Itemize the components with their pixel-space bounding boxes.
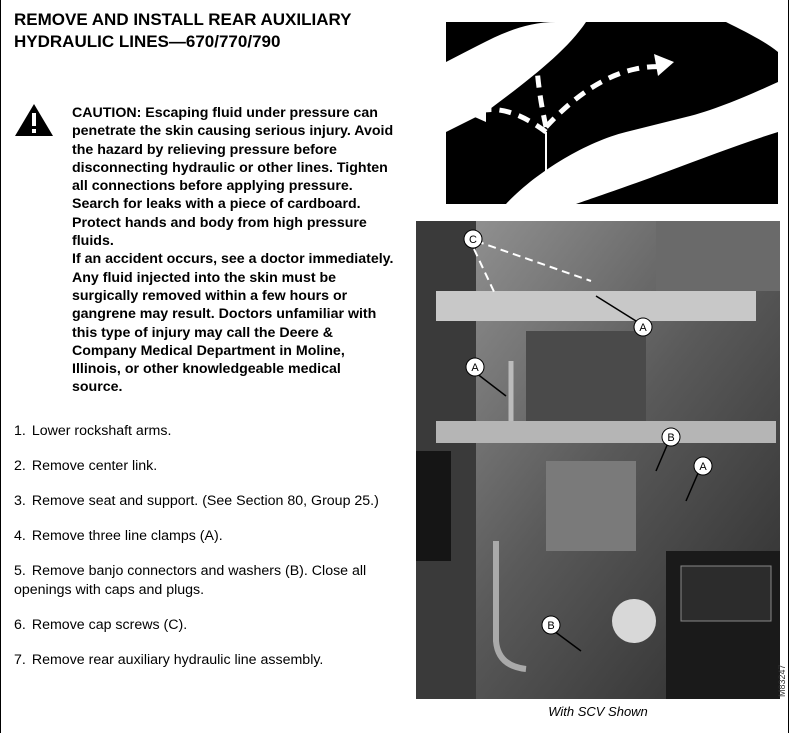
callout-a: A	[699, 461, 707, 473]
figure-code: X9811	[757, 143, 768, 172]
procedure-steps	[14, 422, 394, 686]
photo-code: M83247	[777, 664, 787, 697]
callout-c: C	[469, 234, 477, 246]
step-item: 1. Lower rockshaft arms.	[14, 423, 172, 439]
step-item: 5. Remove banjo connectors and washers (B). Close all openings with caps and plugs.	[14, 563, 367, 598]
step-item: 6. Remove cap screws (C).	[14, 617, 188, 633]
callout-a: A	[471, 362, 479, 374]
step-item: 4. Remove three line clamps (A).	[14, 528, 223, 544]
step-item: 2. Remove center link.	[14, 458, 158, 474]
warning-triangle-icon	[14, 103, 54, 137]
step-item: 7. Remove rear auxiliary hydraulic line assembly.	[14, 652, 324, 668]
photo-caption: With SCV Shown	[548, 704, 648, 719]
caution-paragraph-2: If an accident occurs, see a doctor immediately. Any fluid injected into the skin must be surgically removed within a few hours or gangrene may result. Doctors unfamiliar with this type of injury may call the Deere & Company Medical Department in Moline, Illinois, or other knowledgeable medical source.	[72, 251, 394, 396]
caution-paragraph-1: CAUTION: Escaping fluid under pressure can penetrate the skin causing serious injury. Avoid the hazard by relieving pressure before disconnecting hydraulic or other lines. Tighten all connections before applying pressure. Search for leaks with a piece of cardboard. Protect hands and body from high pressure fluids.	[72, 105, 394, 250]
callout-b: B	[667, 432, 675, 444]
hydraulic-lines-photo	[416, 221, 780, 699]
page-title: REMOVE AND INSTALL REAR AUXILIARY HYDRAULIC LINES—670/770/790	[14, 10, 352, 51]
pressure-fluid-illustration	[446, 22, 778, 204]
step-item: 3. Remove seat and support. (See Section 80, Group 25.)	[14, 493, 379, 509]
caution-block	[72, 104, 394, 397]
callout-a: A	[639, 322, 647, 334]
callout-b: B	[547, 620, 555, 632]
